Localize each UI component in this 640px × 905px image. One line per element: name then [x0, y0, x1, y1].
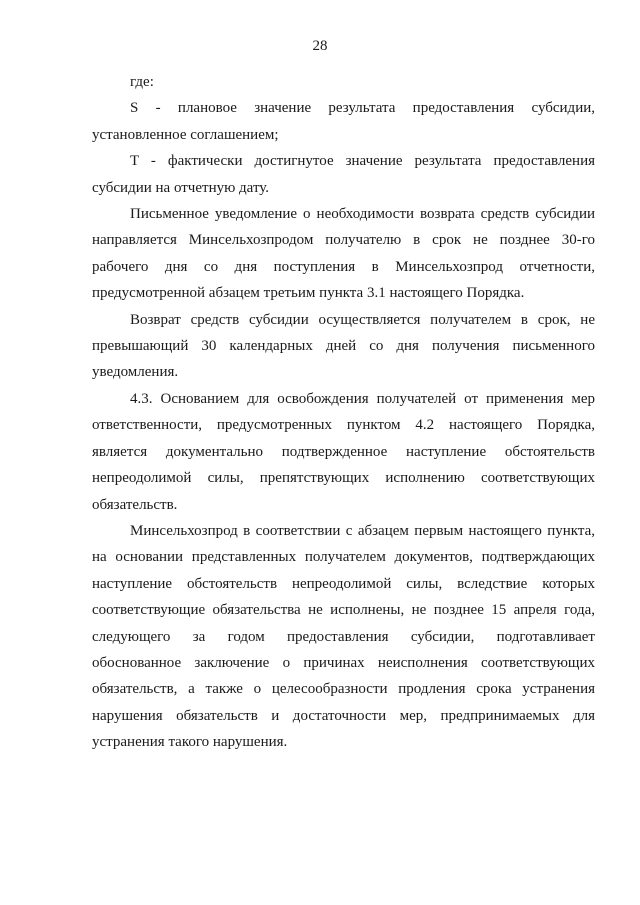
document-body	[92, 69, 595, 756]
paragraph-notice: Письменное уведомление о необходимости возврата средств субсидии направляется Минсельхозпродом получателю в срок не позднее 30-го рабочего дня со дня поступления в Минсельхозпрод отчетности, предусмотренной абзацем третьим пункта 3.1 настоящего Порядка.	[92, 206, 595, 302]
paragraph-t-definition: T - фактически достигнутое значение результата предоставления субсидии на отчетную дату.	[92, 153, 595, 196]
paragraph-where: где:	[130, 74, 154, 90]
paragraph-s-definition: S - плановое значение результата предоставления субсидии, установленное соглашением;	[92, 100, 595, 143]
paragraph-4-3: 4.3. Основанием для освобождения получателей от применения мер ответственности, предусмотренных пунктом 4.2 настоящего Порядка, является документально подтвержденное наступление обстоятельств непреодолимой силы, препятствующих исполнению соответствующих обязательств.	[92, 390, 595, 513]
page-number: 28	[312, 38, 328, 54]
paragraph-ministry-conclusion: Минсельхозпрод в соответствии с абзацем первым настоящего пункта, на основании представленных получателем документов, подтверждающих наступление обстоятельств непреодолимой силы, вследствие которых соответствующие обязательства не исполнены, не позднее 15 апреля года, следующего за годом предоставления субсидии, подготавливает обоснованное заключение о причинах неисполнения соответствующих обязательств, а также о целесообразности продления срока устранения нарушения обязательств и достаточности мер, предпринимаемых для устранения такого нарушения.	[92, 522, 595, 751]
paragraph-refund: Возврат средств субсидии осуществляется получателем в срок, не превышающий 30 календарных дней со дня получения письменного уведомления.	[92, 311, 595, 381]
